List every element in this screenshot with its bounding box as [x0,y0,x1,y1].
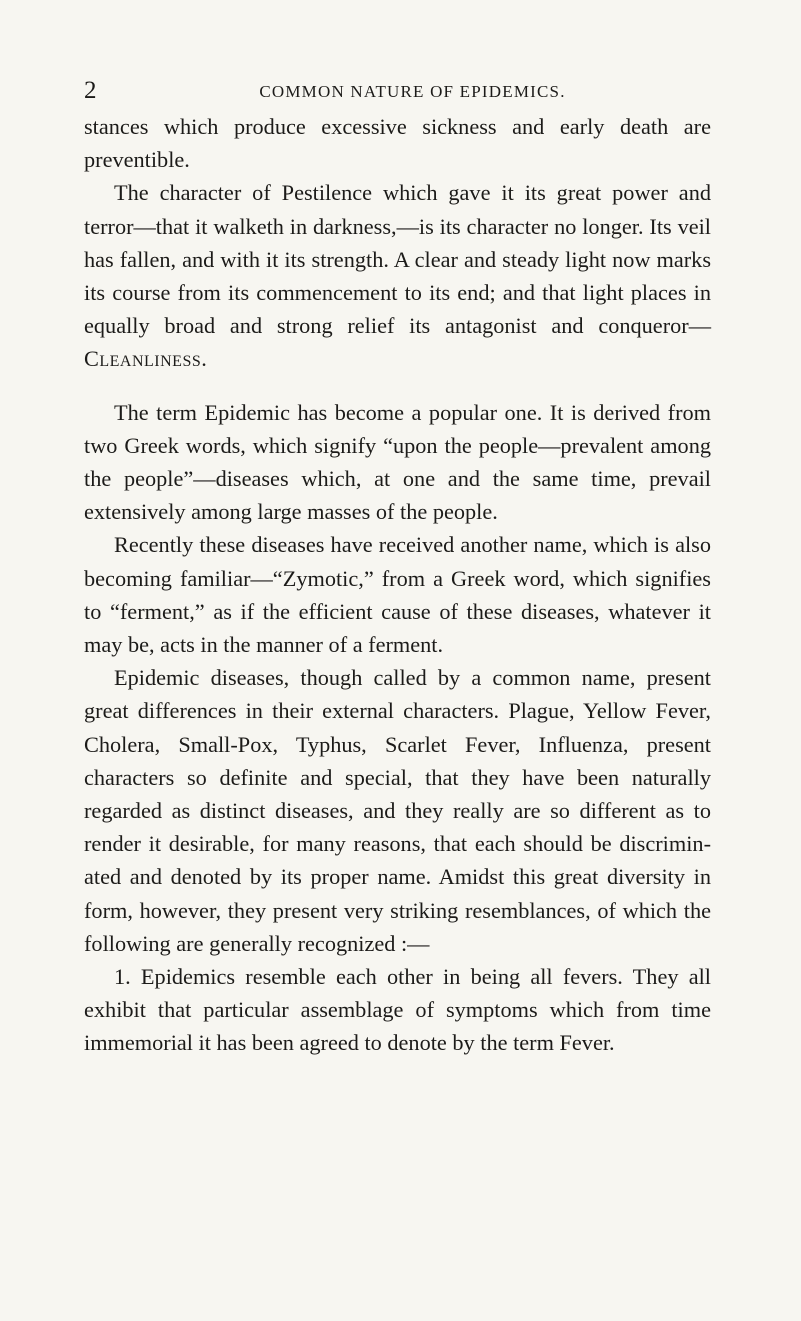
running-title: COMMON NATURE OF EPIDEMICS. [259,82,566,101]
paragraph-6: 1. Epidemics resemble each other in being all fevers. They all exhibit that particular assemblage of symptoms which from time immemorial it has been agreed to denote by the term Fever. [84,964,711,1056]
paragraph-2 [84,176,711,375]
page-header [84,76,711,106]
page-number: 2 [84,77,97,104]
paragraph-5: Epidemic diseases, though called by a common name, present great differences in their external characters. Plague, Yellow Fever, Cholera, Small-Pox, Typhus, Scarlet Fever, Influenza, present characters so definite and special, that they have been naturally regarded as distinct diseases, and they really are so different as to render it desirable, for many reasons, that each should be discriminated and denoted by its proper name. Amidst this great diversity in form, however, they present very striking resemblances, of which the following are generally recognized :— [84,665,711,956]
paragraph-4: Recently these diseases have received another name, which is also becoming familiar—“Zymotic,” from a Greek word, which signifies to “ferment,” as if the efficient cause of these diseases, whatever it may be, acts in the manner of a ferment. [84,532,711,658]
paragraph-2-text: The character of Pestilence which gave it its great power and terror—that it walketh in darkness,—is its character no longer. Its veil has fallen, and with it its strength. A clear and steady light now marks its course from its commencement to its end; and that light places in equally broad and strong relief its antagonist and conqueror— [84,180,711,339]
paragraph-1: stances which produce excessive sickness and early death are preventible. [84,114,711,173]
paragraph-3: The term Epidemic has become a popular one. It is derived from two Greek words, which signify “upon the people—prevalent among the people”—diseases which, at one and the same time, prevail extensively among large masses of the people. [84,399,711,525]
cleanliness-word: Cleanliness. [84,346,208,372]
